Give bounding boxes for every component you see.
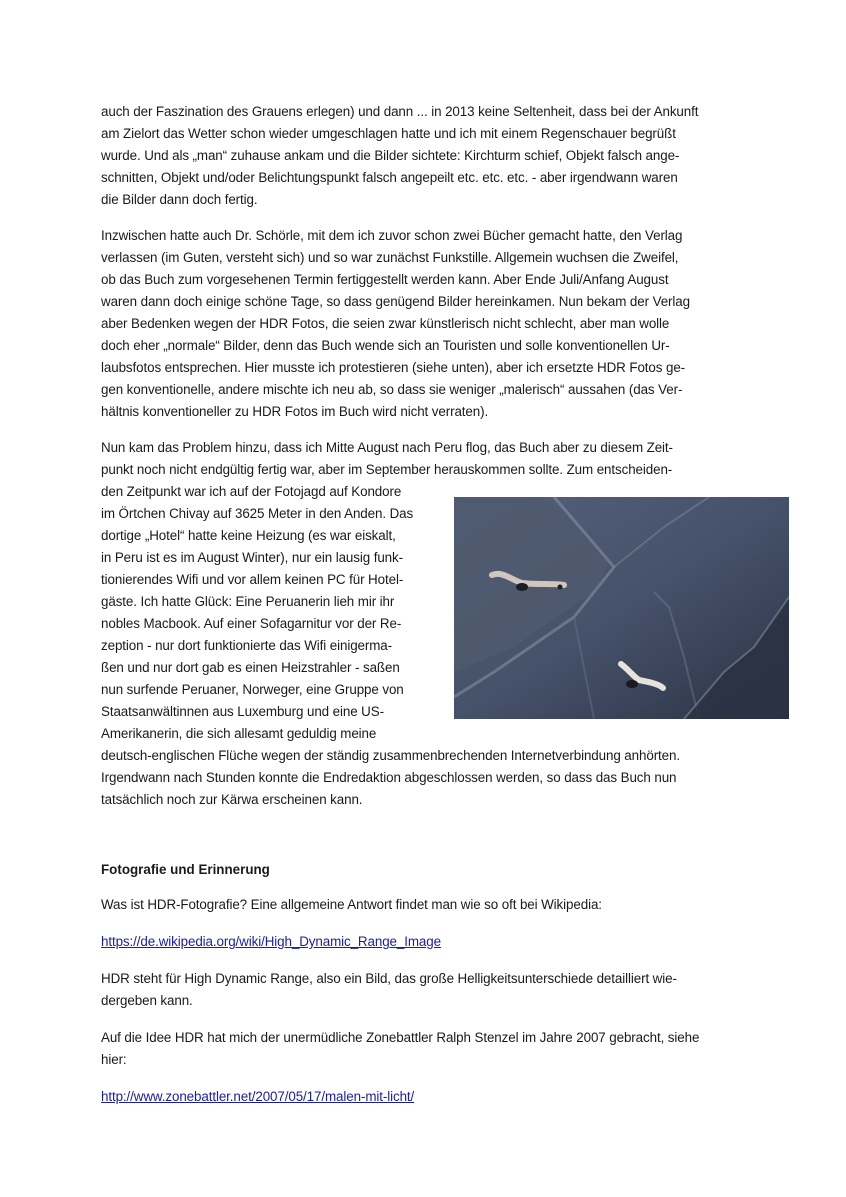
- text-line: wurde. Und als „man“ zuhause ankam und die Bilder sichtete: Kirchturm schief, Objekt falsch ange-: [101, 148, 680, 163]
- text-line: den Zeitpunkt war ich auf der Fotojagd auf Kondore: [101, 484, 402, 499]
- text-line: tionierendes Wifi und vor allem keinen PC für Hotel-: [101, 572, 404, 587]
- text-line: nobles Macbook. Auf einer Sofagarnitur vor der Re-: [101, 616, 402, 631]
- text-line: waren dann doch einige schöne Tage, so dass genügend Bilder hereinkamen. Nun bekam der Verlag: [101, 294, 690, 309]
- zonebattler-link-wrapper: [101, 1086, 414, 1108]
- text-line: gen konventionelle, andere mischte ich neu ab, so dass sie weniger „malerisch“ aussahen (das Ver-: [101, 382, 683, 397]
- text-line: in Peru ist es im August Winter), nur ein lausig funk-: [101, 550, 403, 565]
- text-line: im Örtchen Chivay auf 3625 Meter in den Anden. Das: [101, 506, 414, 521]
- paragraph-2: [101, 225, 690, 423]
- text-line: punkt noch nicht endgültig fertig war, aber im September herauskommen sollte. Zum entscheiden-: [101, 462, 673, 477]
- text-line: hier:: [101, 1052, 127, 1067]
- text-line: auch der Faszination des Grauens erlegen) und dann ... in 2013 keine Seltenheit, dass bei der Ankunft: [101, 104, 699, 119]
- text-line: nun surfende Peruaner, Norweger, eine Gruppe von: [101, 682, 404, 697]
- text-line: dergeben kann.: [101, 993, 193, 1008]
- text-line: HDR steht für High Dynamic Range, also ein Bild, das große Helligkeitsunterschiede detailliert wie-: [101, 971, 677, 986]
- text-line: Amerikanerin, die sich allesamt geduldig meine: [101, 726, 377, 741]
- text-line: dortige „Hotel“ hatte keine Heizung (es war eiskalt,: [101, 528, 396, 543]
- text-line: Staatsanwältinnen aus Luxemburg und eine US-: [101, 704, 384, 719]
- text-line: Irgendwann nach Stunden konnte die Endredaktion abgeschlossen werden, so dass das Buch nun: [101, 770, 677, 785]
- canyon-landscape-image: [454, 497, 789, 719]
- text-line: gäste. Ich hatte Glück: Eine Peruanerin lieh mir ihr: [101, 594, 395, 609]
- text-line: laubsfotos entsprechen. Hier musste ich protestieren (siehe unten), aber ich ersetzte HDR Fotos ge-: [101, 360, 686, 375]
- wikipedia-link-wrapper: [101, 931, 441, 953]
- hdr-origin: [101, 1027, 699, 1071]
- wikipedia-link[interactable]: https://de.wikipedia.org/wiki/High_Dynamic_Range_Image: [101, 934, 441, 949]
- text-line: tatsächlich noch zur Kärwa erscheinen kann.: [101, 792, 363, 807]
- text-line: zeption - nur dort funktionierte das Wifi einigerma-: [101, 638, 393, 653]
- text-line: schnitten, Objekt und/oder Belichtungspunkt falsch angepeilt etc. etc. etc. - aber irgendwann waren: [101, 170, 678, 185]
- text-line: Inzwischen hatte auch Dr. Schörle, mit dem ich zuvor schon zwei Bücher gemacht hatte, den Verlag: [101, 228, 683, 243]
- paragraph-1: [101, 101, 698, 211]
- text-line: aber Bedenken wegen der HDR Fotos, die seien zwar künstlerisch nicht schlecht, aber man wolle: [101, 316, 670, 331]
- condor-photo: [454, 497, 789, 719]
- text-line: die Bilder dann doch fertig.: [101, 192, 258, 207]
- hdr-intro: Was ist HDR-Fotografie? Eine allgemeine Antwort findet man wie so oft bei Wikipedia:: [101, 897, 602, 912]
- text-line: deutsch-englischen Flüche wegen der ständig zusammenbrechenden Internetverbindung anhörten.: [101, 748, 680, 763]
- text-line: am Zielort das Wetter schon wieder umgeschlagen hatte und ich mit einem Regenschauer begrüßt: [101, 126, 676, 141]
- text-line: ob das Buch zum vorgesehenen Termin fertiggestellt werden kann. Aber Ende Juli/Anfang August: [101, 272, 669, 287]
- text-line: Auf die Idee HDR hat mich der unermüdliche Zonebattler Ralph Stenzel im Jahre 2007 gebracht, siehe: [101, 1030, 700, 1045]
- text-line: verlassen (im Guten, versteht sich) und so war zunächst Funkstille. Allgemein wuchsen die Zweifel,: [101, 250, 679, 265]
- hdr-definition: [101, 968, 677, 1012]
- zonebattler-link[interactable]: http://www.zonebattler.net/2007/05/17/malen-mit-licht/: [101, 1089, 415, 1104]
- text-line: doch eher „normale“ Bilder, denn das Buch wende sich an Touristen und solle konventionellen Ur-: [101, 338, 670, 353]
- text-line: ßen und nur dort gab es einen Heizstrahler - saßen: [101, 660, 400, 675]
- text-line: Nun kam das Problem hinzu, dass ich Mitte August nach Peru flog, das Buch aber zu diesem Zeit-: [101, 440, 673, 455]
- section-heading: Fotografie und Erinnerung: [101, 862, 270, 877]
- text-line: hältnis konventioneller zu HDR Fotos im Buch wird nicht verraten).: [101, 404, 489, 419]
